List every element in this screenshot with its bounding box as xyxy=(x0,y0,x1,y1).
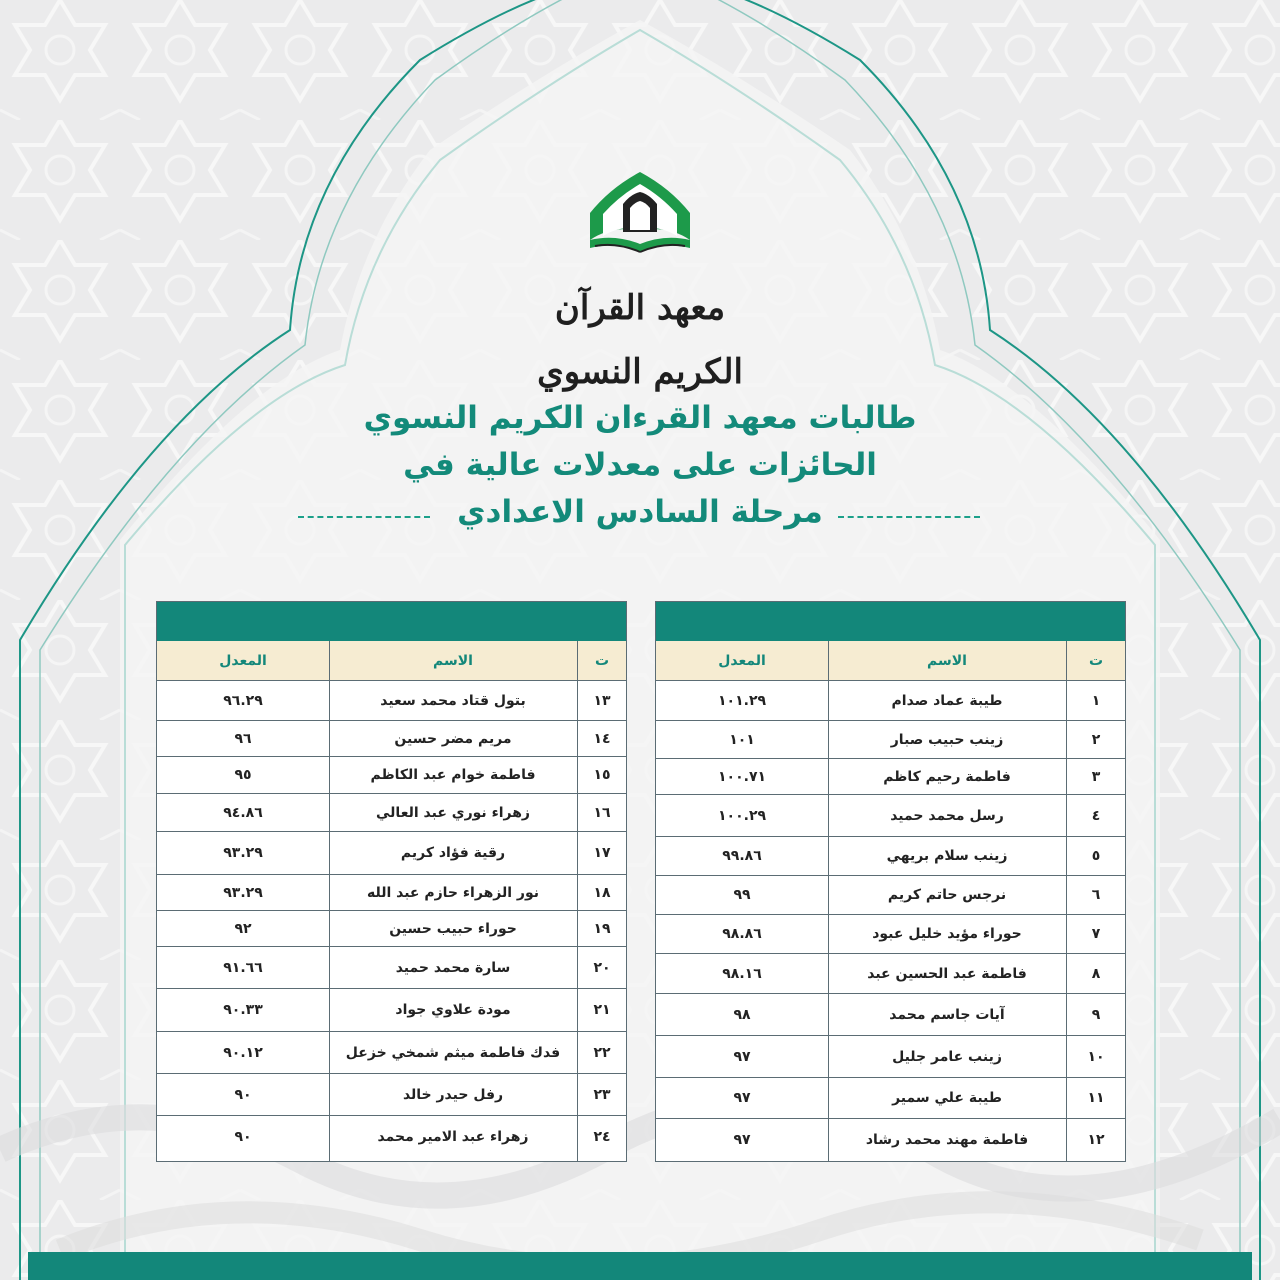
results-table-left xyxy=(156,601,627,1162)
cell-name: طيبة علي سمير xyxy=(892,1090,1002,1106)
cell-average: ٩٠ xyxy=(234,1086,252,1103)
cell-number: ٤ xyxy=(1091,807,1101,824)
cell-number: ٢ xyxy=(1091,731,1101,748)
cell-name: زينب سلام بريهي xyxy=(886,848,1008,864)
cell-number: ١٢ xyxy=(1087,1131,1105,1148)
cell-number: ٦ xyxy=(1091,887,1101,903)
cell-name: سارة محمد حميد xyxy=(395,959,511,976)
cell-number: ١١ xyxy=(1087,1090,1105,1106)
cell-name: مودة علاوي جواد xyxy=(395,1002,511,1018)
title-divider-right xyxy=(838,516,980,518)
cell-name: نور الزهراء حازم عبد الله xyxy=(366,884,540,901)
cell-number: ١٠ xyxy=(1087,1048,1105,1065)
cell-average: ٩٩.٨٦ xyxy=(722,848,762,864)
cell-name: نرجس حاتم كريم xyxy=(887,887,1007,903)
cell-average: ٩٨.٨٦ xyxy=(722,926,762,942)
cell-average: ٩٧ xyxy=(733,1131,751,1148)
column-header-name: الاسم xyxy=(927,653,967,669)
cell-average: ٩٢ xyxy=(234,920,252,937)
table-row xyxy=(157,757,626,794)
cell-name: آيات جاسم محمد xyxy=(889,1006,1005,1023)
cell-average: ٩١.٦٦ xyxy=(223,959,263,976)
table-row xyxy=(656,1119,1125,1160)
title-line-1: طالبات معهد القرءان الكريم النسوي xyxy=(363,400,917,436)
table-row xyxy=(157,832,626,875)
cell-name: زينب حبيب صبار xyxy=(890,731,1004,748)
cell-name: فدك فاطمة ميثم شمخي خزعل xyxy=(345,1044,561,1061)
column-header-avg: المعدل xyxy=(718,653,766,669)
cell-average: ٩٣.٢٩ xyxy=(223,884,263,901)
cell-average: ٩٤.٨٦ xyxy=(223,804,263,821)
footer-bar xyxy=(28,1252,1252,1280)
cell-number: ٥ xyxy=(1091,848,1101,864)
table-row xyxy=(157,681,626,721)
cell-average: ٩٠.٣٣ xyxy=(223,1002,263,1018)
cell-number: ٢٠ xyxy=(593,959,611,976)
table-row xyxy=(656,994,1125,1036)
cell-number: ١٣ xyxy=(593,692,611,709)
cell-average: ٩٦ xyxy=(234,730,252,747)
cell-name: بتول قتاد محمد سعيد xyxy=(380,692,526,709)
table-column-headers xyxy=(656,641,1125,681)
table-row xyxy=(656,1078,1125,1119)
cell-number: ٢١ xyxy=(593,1002,611,1018)
cell-average: ٩٦.٢٩ xyxy=(223,692,263,709)
table-row xyxy=(656,837,1125,876)
cell-name: فاطمة رحيم كاظم xyxy=(883,768,1011,785)
cell-number: ١٦ xyxy=(593,804,611,821)
cell-average: ١٠٠.٢٩ xyxy=(717,807,767,824)
table-row xyxy=(656,721,1125,759)
cell-name: فاطمة عبد الحسين عبد xyxy=(867,965,1027,982)
cell-name: حوراء مؤيد خليل عبود xyxy=(872,926,1022,942)
institute-calligraphy-logo xyxy=(505,276,775,392)
table-header-bar xyxy=(656,602,1125,641)
title-line-3: مرحلة السادس الاعدادي xyxy=(457,494,823,530)
column-header-num: ت xyxy=(1088,653,1104,669)
cell-number: ٧ xyxy=(1091,926,1101,942)
cell-number: ٨ xyxy=(1091,965,1101,982)
cell-average: ٩٥ xyxy=(234,767,252,783)
cell-number: ١٧ xyxy=(593,845,611,861)
table-row xyxy=(656,1036,1125,1078)
cell-number: ٣ xyxy=(1091,768,1101,785)
cell-average: ٩٣.٢٩ xyxy=(223,845,263,861)
table-row xyxy=(656,876,1125,915)
cell-name: رفل حيدر خالد xyxy=(402,1086,504,1103)
cell-number: ٢٤ xyxy=(593,1129,611,1145)
column-header-avg: المعدل xyxy=(219,653,267,669)
cell-name: مريم مضر حسين xyxy=(394,730,512,747)
table-row xyxy=(157,1116,626,1158)
table-row xyxy=(157,721,626,757)
table-row xyxy=(157,875,626,911)
cell-number: ١٤ xyxy=(593,730,611,747)
table-row xyxy=(157,911,626,947)
cell-average: ٩٠ xyxy=(234,1129,252,1145)
calligraphy-text: معهد القرآن الكريم النسوي xyxy=(537,288,743,392)
table-row xyxy=(157,947,626,989)
table-row xyxy=(656,681,1125,721)
table-row xyxy=(157,794,626,832)
cell-number: ٢٢ xyxy=(593,1044,611,1061)
cell-average: ١٠١ xyxy=(729,731,755,748)
cell-name: فاطمة مهند محمد رشاد xyxy=(865,1131,1029,1148)
results-table-right xyxy=(655,601,1126,1162)
column-header-num: ت xyxy=(594,653,610,669)
cell-number: ١ xyxy=(1091,692,1101,709)
cell-name: طيبة عماد صدام xyxy=(891,692,1003,709)
table-header-bar xyxy=(157,602,626,641)
cell-average: ٩٧ xyxy=(733,1090,751,1106)
table-row xyxy=(656,954,1125,994)
cell-number: ٩ xyxy=(1091,1006,1101,1023)
cell-average: ٩٨ xyxy=(733,1006,751,1023)
cell-name: زينب عامر جليل xyxy=(892,1048,1002,1065)
book-arch-logo-icon xyxy=(585,168,695,260)
cell-average: ٩٧ xyxy=(733,1048,751,1065)
table-row xyxy=(656,759,1125,795)
cell-number: ١٥ xyxy=(593,767,611,783)
column-header-name: الاسم xyxy=(433,653,473,669)
table-column-headers xyxy=(157,641,626,681)
cell-average: ١٠١.٢٩ xyxy=(717,692,767,709)
cell-number: ١٨ xyxy=(593,884,611,901)
cell-average: ٩٩ xyxy=(733,887,751,903)
cell-number: ٢٣ xyxy=(593,1086,611,1103)
title-line-2: الحائزات على معدلات عالية في xyxy=(403,447,877,483)
cell-name: زهراء نوري عبد العالي xyxy=(376,804,530,821)
title-divider-left xyxy=(298,516,430,518)
cell-name: رسل محمد حميد xyxy=(890,807,1004,824)
cell-average: ٩٠.١٢ xyxy=(223,1044,263,1061)
cell-name: فاطمة خوام عبد الكاظم xyxy=(370,767,536,783)
cell-average: ١٠٠.٧١ xyxy=(717,768,767,785)
cell-number: ١٩ xyxy=(593,920,611,937)
table-row xyxy=(157,1074,626,1116)
table-row xyxy=(656,915,1125,954)
cell-name: حوراء حبيب حسين xyxy=(389,920,517,937)
table-row xyxy=(157,1032,626,1074)
table-row xyxy=(157,989,626,1032)
cell-name: رقية فؤاد كريم xyxy=(400,845,506,861)
cell-name: زهراء عبد الامير محمد xyxy=(377,1129,529,1145)
cell-average: ٩٨.١٦ xyxy=(722,965,762,982)
table-row xyxy=(656,795,1125,837)
